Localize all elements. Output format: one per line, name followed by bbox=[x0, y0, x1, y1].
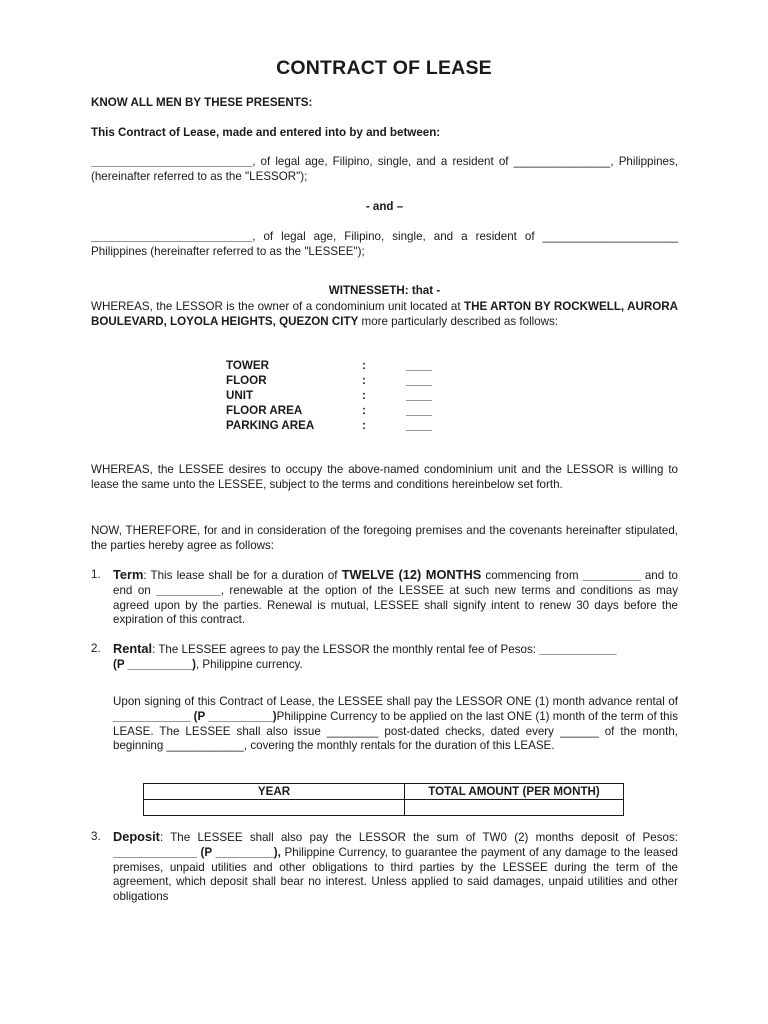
now-therefore-paragraph: NOW, THEREFORE, for and in consideration of the foregoing premises and the covenants hereinafter stipulated, the parties hereby agree as follows: bbox=[91, 524, 678, 552]
advance-rental-text bbox=[113, 695, 678, 754]
detail-colon: : bbox=[362, 419, 366, 432]
term-text-part: : This lease shall be for a duration of bbox=[143, 569, 342, 582]
detail-colon: : bbox=[362, 374, 366, 387]
and-separator: - and – bbox=[365, 200, 404, 213]
term-text-part: , renewable at the option of the LESSEE at such new terms and conditions as may agreed upon by the parties. Renewal is mutual, LESSEE shall signify intent to renew 30 days before the expiration of this contract. bbox=[113, 583, 678, 627]
advance-amount-blank: ____________ (P __________) bbox=[113, 709, 277, 723]
document-title: CONTRACT OF LEASE bbox=[276, 57, 492, 79]
detail-label: TOWER bbox=[226, 359, 269, 372]
detail-label: UNIT bbox=[226, 389, 254, 402]
rental-amount-words-blank: ____________ bbox=[539, 643, 617, 656]
whereas-owner-paragraph bbox=[91, 300, 678, 330]
detail-label: FLOOR AREA bbox=[226, 404, 303, 417]
rental-schedule-table bbox=[143, 783, 624, 816]
advance-text-part: Upon signing of this Contract of Lease, the LESSEE shall pay the LESSOR ONE (1) month advance rental of bbox=[113, 695, 678, 708]
clause-number: 2. bbox=[91, 642, 101, 655]
table-header-row bbox=[144, 784, 624, 800]
clause-number: 1. bbox=[91, 568, 101, 581]
clause-heading: Deposit bbox=[113, 829, 160, 844]
detail-value: ____ bbox=[406, 374, 432, 387]
lessee-party-text: , of legal age, Filipino, single, and a resident of _____________________ Philippines (hereinafter referred to as the "LESSEE"); bbox=[91, 230, 678, 258]
whereas-owner-text: WHEREAS, the LESSOR is the owner of a condominium unit located at bbox=[91, 300, 464, 313]
detail-colon: : bbox=[362, 404, 366, 417]
start-date-blank: _________ bbox=[582, 569, 641, 582]
rental-text-part: : The LESSEE agrees to pay the LESSOR the monthly rental fee of Pesos: bbox=[152, 643, 540, 656]
rental-text-part: , Philippine currency. bbox=[195, 657, 303, 671]
unit-detail-row bbox=[226, 358, 486, 373]
unit-detail-row bbox=[226, 418, 486, 433]
whereas-lessee-paragraph: WHEREAS, the LESSEE desires to occupy the above-named condominium unit and the LESSOR is willing to lease the same unto the LESSEE, subject to the terms and conditions hereinbelow set forth. bbox=[91, 463, 678, 491]
lease-duration: TWELVE (12) MONTHS bbox=[341, 567, 482, 582]
year-cell bbox=[144, 800, 405, 816]
clause-heading: Term bbox=[113, 567, 144, 582]
detail-label: PARKING AREA bbox=[226, 419, 315, 432]
witnesseth-heading: WITNESSETH: that - bbox=[328, 284, 441, 297]
detail-colon: : bbox=[362, 389, 366, 402]
lessee-party-paragraph bbox=[91, 230, 678, 260]
lessor-party-paragraph bbox=[91, 155, 678, 185]
deposit-text-part: Philippine Currency, to guarantee the payment of any damage to the leased premises, unpaid utilities and other obligations to third parties by the LESSEE during the term of the agreement, which deposit shall bear no interest. Unless applied to said damages, unpaid utilities and other obligations bbox=[113, 845, 678, 904]
whereas-owner-text-end: more particularly described as follows: bbox=[358, 314, 559, 328]
advance-text-part: Philippine Currency to be applied on the last ONE (1) month of the term of this LEASE. The LESSEE shall also issue ________ post-dated checks, dated every ______ of the month, beginning ____________, covering the monthly rentals for the duration of this LEASE. bbox=[113, 709, 678, 753]
clause-heading: Rental bbox=[113, 641, 153, 656]
detail-colon: : bbox=[362, 359, 366, 372]
rental-amount-figure-blank: (P __________) bbox=[113, 657, 196, 671]
deposit-text bbox=[113, 830, 678, 905]
term-text-part: and to end on bbox=[113, 569, 678, 597]
clause-number: 3. bbox=[91, 830, 101, 843]
amount-column-header: TOTAL AMOUNT (PER MONTH) bbox=[405, 784, 624, 800]
unit-details-table bbox=[226, 358, 486, 433]
deposit-text-part: : The LESSEE shall also pay the LESSOR the sum of TW0 (2) months deposit of Pesos: bbox=[159, 831, 678, 844]
lessor-party-text: , of legal age, Filipino, single, and a resident of _______________, Philippines, (hereinafter referred to as the "LESSOR"); bbox=[91, 155, 678, 183]
know-all-heading: KNOW ALL MEN BY THESE PRESENTS: bbox=[91, 96, 313, 109]
unit-detail-row bbox=[226, 388, 486, 403]
term-text bbox=[113, 568, 678, 628]
lessor-name-blank: _________________________ bbox=[91, 155, 253, 168]
lessee-name-blank: _________________________ bbox=[91, 230, 253, 243]
detail-value: ____ bbox=[406, 389, 432, 402]
term-text-part: commencing from bbox=[481, 569, 583, 582]
table-row bbox=[144, 800, 624, 816]
detail-value: ____ bbox=[406, 419, 432, 432]
year-column-header: YEAR bbox=[144, 784, 405, 800]
property-address: THE ARTON BY ROCKWELL, AURORA BOULEVARD, LOYOLA HEIGHTS, QUEZON CITY bbox=[91, 300, 678, 328]
detail-value: ____ bbox=[406, 359, 432, 372]
rental-text bbox=[113, 642, 678, 673]
detail-value: ____ bbox=[406, 404, 432, 417]
end-date-blank: __________ bbox=[156, 583, 221, 597]
amount-cell bbox=[405, 800, 624, 816]
detail-label: FLOOR bbox=[226, 374, 267, 387]
unit-detail-row bbox=[226, 403, 486, 418]
unit-detail-row bbox=[226, 373, 486, 388]
intro-line: This Contract of Lease, made and entered into by and between: bbox=[91, 126, 441, 139]
deposit-amount-blank: _____________ (P _________), bbox=[113, 845, 281, 859]
